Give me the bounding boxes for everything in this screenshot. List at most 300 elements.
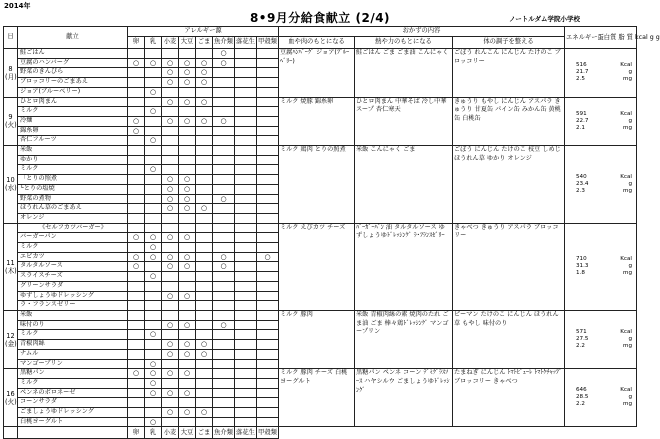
allergen-mark <box>213 281 235 291</box>
nutrition-value: 23.4 <box>576 180 589 187</box>
nutrition-line <box>566 329 635 336</box>
allergen-mark <box>145 320 162 330</box>
allergen-mark <box>145 223 162 233</box>
nutrition-value: 2.5 <box>576 76 585 83</box>
allergen-mark: ○ <box>213 262 235 272</box>
allergen-mark <box>145 398 162 408</box>
allergen-mark <box>162 155 179 165</box>
allergen-mark <box>128 417 145 427</box>
allergen-mark <box>196 252 213 262</box>
allergen-mark: ○ <box>179 349 196 359</box>
nutrition-line <box>566 111 635 118</box>
allergen-mark: ○ <box>145 272 162 282</box>
page-title: 8•9月分給食献立 (2/4) <box>249 11 391 25</box>
allergen-mark <box>235 359 257 369</box>
dish-name: ブロッコリーのごまあえ <box>18 78 128 88</box>
nutrition-line <box>566 174 635 181</box>
allergen-mark <box>128 184 145 194</box>
nutrition-line <box>566 336 635 343</box>
allergen-mark: ○ <box>179 184 196 194</box>
nutrition-line <box>566 263 635 270</box>
nutrition-line <box>566 181 635 188</box>
allergen-mark <box>196 175 213 185</box>
allergen-mark <box>235 262 257 272</box>
allergen-mark <box>145 204 162 214</box>
nutrition-unit: g <box>628 263 632 270</box>
allergen-mark: ○ <box>257 252 279 262</box>
allergen-mark <box>196 243 213 253</box>
allergen-mark <box>145 310 162 320</box>
allergen-mark <box>257 233 279 243</box>
allergen-mark: ○ <box>179 252 196 262</box>
allergen-mark <box>145 126 162 136</box>
allergen-mark <box>196 417 213 427</box>
day-header: 日 <box>4 27 18 49</box>
condition-cell: きゅうり もやし にんじん アスパラ きゅうり 甘夏缶 パイン缶 みかん缶 黄桃缶 白桃缶 <box>453 97 565 146</box>
dish-name: ゆずしょうゆドレッシング <box>18 291 128 301</box>
allergen-mark <box>128 87 145 97</box>
energy-cell: 黒糖パン ペンネ コーン ﾃﾞﾐｸﾞﾗｽｿｰｽ ハヤシルウ ごましょうゆﾄﾞﾚｯｼﾝｸﾞ <box>355 369 453 427</box>
energy-cell: ひとロ肉まん 中華そば 冷し中華スープ 杏仁寒天 <box>355 97 453 146</box>
allergen-mark <box>257 330 279 340</box>
allergen-mark: ○ <box>162 408 179 418</box>
nutrition-unit: mg <box>623 401 632 408</box>
allergen-mark <box>196 223 213 233</box>
allergen-mark: ○ <box>145 359 162 369</box>
allergen-mark <box>235 107 257 117</box>
nutrition-cell <box>565 223 637 310</box>
allergen-mark: ○ <box>162 252 179 262</box>
allergen-mark <box>235 281 257 291</box>
allergen-mark <box>162 359 179 369</box>
allergen-mark <box>162 378 179 388</box>
nutrition-unit: g <box>628 394 632 401</box>
allergen-mark: ○ <box>128 116 145 126</box>
allergen-mark <box>145 262 162 272</box>
allergen-mark <box>179 378 196 388</box>
allergen-mark: ○ <box>128 252 145 262</box>
blood-cell: ミルク 豚肉 チーズ 白桃ヨーグルト <box>279 369 355 427</box>
nutrition-value: 31.3 <box>576 263 589 270</box>
allergen-mark: ○ <box>162 97 179 107</box>
allergen-mark <box>128 340 145 350</box>
allergen-mark <box>257 213 279 223</box>
menu-row <box>4 310 637 320</box>
allergen-mark <box>257 58 279 68</box>
allergen-mark: ○ <box>145 233 162 243</box>
allergen-mark <box>179 330 196 340</box>
dish-name: ラ・フランスゼリー <box>18 301 128 311</box>
dish-name: 杏仁フルーツ <box>18 136 128 146</box>
dish-name: ミルク <box>18 165 128 175</box>
allergen-mark <box>145 281 162 291</box>
allergen-mark <box>257 408 279 418</box>
allergen-mark <box>128 359 145 369</box>
allergen-mark <box>145 301 162 311</box>
dish-name: スライスチーズ <box>18 272 128 282</box>
allergen-mark <box>196 146 213 156</box>
energy-cell: 米飯 こんにゃく ごま <box>355 146 453 224</box>
allergen-mark <box>213 243 235 253</box>
allergen-mark <box>179 272 196 282</box>
allergen-mark <box>162 243 179 253</box>
allergen-mark <box>235 272 257 282</box>
allergen-mark <box>257 398 279 408</box>
nutrition-unit: mg <box>623 76 632 83</box>
allergen-mark <box>128 78 145 88</box>
nutrition-value: 591 <box>576 110 587 117</box>
allergen-mark: ○ <box>196 97 213 107</box>
allergen-mark <box>162 87 179 97</box>
allergen-header: 魚介類 <box>213 37 235 49</box>
nutrition-value: 22.7 <box>576 117 589 124</box>
dish-name: 冷麺 <box>18 116 128 126</box>
allergen-mark: ○ <box>145 165 162 175</box>
allergen-mark: ○ <box>179 175 196 185</box>
allergen-mark: ○ <box>213 194 235 204</box>
allergen-mark <box>257 340 279 350</box>
allergen-mark <box>213 310 235 320</box>
allergen-mark: ○ <box>162 291 179 301</box>
allergen-mark <box>213 398 235 408</box>
dish-name: 黒糖パン <box>18 369 128 379</box>
nutrition-value: 27.5 <box>576 336 589 343</box>
nutrition-value: 540 <box>576 173 587 180</box>
dish-name: 野菜の煮物 <box>18 194 128 204</box>
dish-name: マンゴープリン <box>18 359 128 369</box>
dish-name: オレンジ <box>18 213 128 223</box>
allergen-mark: ○ <box>128 262 145 272</box>
allergen-mark <box>196 378 213 388</box>
allergen-mark <box>196 155 213 165</box>
nutrition-unit: Kcal <box>620 62 632 69</box>
nutrition-cell <box>565 310 637 368</box>
condition-header: 体の調子を整える <box>453 37 565 49</box>
allergen-mark <box>213 272 235 282</box>
allergen-mark <box>196 310 213 320</box>
allergen-mark: ○ <box>213 116 235 126</box>
allergen-footer: 大豆 <box>179 427 196 439</box>
allergen-mark: ○ <box>128 369 145 379</box>
nutrition-value: 2.1 <box>576 124 585 131</box>
allergen-mark: ○ <box>179 204 196 214</box>
menu-row <box>4 146 637 156</box>
allergen-mark <box>235 408 257 418</box>
allergen-footer: 落花生 <box>235 427 257 439</box>
allergen-mark <box>179 146 196 156</box>
allergen-mark <box>235 213 257 223</box>
allergen-mark <box>213 417 235 427</box>
allergen-mark: ○ <box>145 107 162 117</box>
allergen-mark <box>196 359 213 369</box>
allergen-mark <box>145 68 162 78</box>
nutrition-line <box>566 394 635 401</box>
blood-cell: 豆腐ﾊﾝﾊﾞｰｸﾞ ジョア(ﾌﾞﾙｰﾍﾞﾘｰ) <box>279 49 355 98</box>
allergen-mark <box>179 107 196 117</box>
allergen-mark <box>213 165 235 175</box>
allergen-mark <box>213 107 235 117</box>
allergen-mark <box>179 223 196 233</box>
allergen-mark <box>213 330 235 340</box>
allergen-mark <box>213 184 235 194</box>
allergen-mark <box>162 330 179 340</box>
allergen-mark <box>179 417 196 427</box>
allergen-mark: ○ <box>213 49 235 59</box>
nutrition-value: 516 <box>576 62 587 69</box>
allergen-mark <box>196 320 213 330</box>
allergen-mark: ○ <box>145 87 162 97</box>
allergen-mark: ○ <box>145 252 162 262</box>
allergen-mark <box>196 87 213 97</box>
allergen-mark <box>257 49 279 59</box>
day-cell: 8 (月) <box>4 49 18 98</box>
allergen-mark <box>213 378 235 388</box>
nutrition-header: エネルギー蛋白質 脂 質 kcal g g <box>565 27 637 49</box>
allergen-mark <box>257 272 279 282</box>
allergen-mark <box>145 194 162 204</box>
dish-name: ごましょうゆドレッシング <box>18 408 128 418</box>
allergen-mark <box>196 301 213 311</box>
allergen-footer: 魚介類 <box>213 427 235 439</box>
allergen-mark <box>196 272 213 282</box>
allergen-mark <box>196 330 213 340</box>
nutrition-line <box>566 125 635 132</box>
allergen-mark <box>128 320 145 330</box>
allergen-mark <box>162 146 179 156</box>
allergen-mark <box>235 301 257 311</box>
allergen-mark <box>179 398 196 408</box>
allergen-mark <box>257 116 279 126</box>
dish-name: ペンネのボロネーゼ <box>18 388 128 398</box>
allergen-mark <box>235 330 257 340</box>
allergen-mark <box>213 233 235 243</box>
allergen-mark <box>235 417 257 427</box>
nutrition-unit: g <box>628 117 632 124</box>
dish-name: コーンサラダ <box>18 398 128 408</box>
allergen-header: 大豆 <box>179 37 196 49</box>
allergen-header: 卵 <box>128 37 145 49</box>
allergen-mark <box>128 349 145 359</box>
allergen-mark <box>235 320 257 330</box>
nutrition-unit: Kcal <box>620 387 632 394</box>
allergen-mark <box>128 301 145 311</box>
allergen-mark <box>213 340 235 350</box>
nutrition-cell <box>565 146 637 224</box>
allergen-mark <box>128 155 145 165</box>
nutrition-cell <box>565 369 637 427</box>
allergen-mark: ○ <box>179 78 196 88</box>
allergen-mark <box>162 301 179 311</box>
allergen-mark <box>257 388 279 398</box>
allergen-mark: ○ <box>179 320 196 330</box>
nutrition-line <box>566 69 635 76</box>
allergen-mark <box>196 165 213 175</box>
allergen-mark <box>257 262 279 272</box>
allergen-mark <box>213 223 235 233</box>
nutrition-unit: g <box>628 180 632 187</box>
allergen-mark <box>196 107 213 117</box>
allergen-mark <box>179 281 196 291</box>
allergen-header: ごま <box>196 37 213 49</box>
allergen-header: 甲殻類 <box>257 37 279 49</box>
allergen-mark <box>162 165 179 175</box>
footer-blank <box>4 427 18 439</box>
blood-cell: ミルク 焼豚 錦糸卵 <box>279 97 355 146</box>
allergen-mark <box>128 136 145 146</box>
allergen-mark <box>235 340 257 350</box>
allergen-mark: ○ <box>179 340 196 350</box>
allergen-mark: ○ <box>162 340 179 350</box>
allergen-mark: ○ <box>162 204 179 214</box>
allergen-mark: ○ <box>213 58 235 68</box>
allergen-mark <box>213 78 235 88</box>
dish-name: 白桃ヨーグルト <box>18 417 128 427</box>
allergen-mark <box>257 369 279 379</box>
allergen-mark <box>162 126 179 136</box>
allergen-mark <box>213 136 235 146</box>
nutrition-unit: mg <box>623 124 632 131</box>
energy-cell: 鮭ごはん ごま ごま油 こんにゃく <box>355 49 453 98</box>
dish-name: グリーンサラダ <box>18 281 128 291</box>
allergen-mark <box>162 49 179 59</box>
allergen-mark: ○ <box>162 388 179 398</box>
allergen-mark <box>235 184 257 194</box>
allergen-mark: ○ <box>162 58 179 68</box>
allergen-mark <box>235 252 257 262</box>
allergen-mark <box>196 49 213 59</box>
nutrition-unit: Kcal <box>620 110 632 117</box>
allergen-mark <box>162 136 179 146</box>
dish-name: 野菜のきんぴら <box>18 68 128 78</box>
allergen-mark <box>128 408 145 418</box>
allergen-mark: ○ <box>128 233 145 243</box>
allergen-mark: ○ <box>179 233 196 243</box>
allergen-header: 落花生 <box>235 37 257 49</box>
nutrition-line <box>566 343 635 350</box>
nutrition-value: 571 <box>576 329 587 336</box>
allergen-mark <box>213 369 235 379</box>
nutrition-line <box>566 188 635 195</box>
dish-name: ミルク <box>18 243 128 253</box>
day-cell: 12 (金) <box>4 310 18 368</box>
allergen-mark <box>145 408 162 418</box>
allergen-mark: ○ <box>145 58 162 68</box>
dish-name: バーガーパン <box>18 233 128 243</box>
allergen-mark <box>179 87 196 97</box>
allergen-mark <box>257 310 279 320</box>
allergen-mark <box>213 349 235 359</box>
allergen-mark <box>235 68 257 78</box>
allergen-mark <box>128 175 145 185</box>
allergen-mark <box>179 213 196 223</box>
allergen-mark: ○ <box>145 388 162 398</box>
allergen-mark <box>213 87 235 97</box>
allergen-mark <box>196 291 213 301</box>
nutrition-value: 2.2 <box>576 401 585 408</box>
allergen-mark: ○ <box>162 194 179 204</box>
allergen-mark <box>213 301 235 311</box>
allergen-mark: ○ <box>196 58 213 68</box>
allergen-mark <box>235 49 257 59</box>
nutrition-unit: Kcal <box>620 329 632 336</box>
allergen-mark <box>179 243 196 253</box>
allergen-mark: ○ <box>162 68 179 78</box>
dish-name: ゆかり <box>18 155 128 165</box>
nutrition-value: 2.3 <box>576 187 585 194</box>
allergen-mark: ○ <box>179 97 196 107</box>
allergen-mark: ○ <box>162 78 179 88</box>
allergen-mark: ○ <box>179 116 196 126</box>
energy-cell: 米飯 青椒肉絲の素 焼肉のたれ ごま油 ごま 棒々鶏ﾄﾞﾚｯｼﾝｸﾞ マンゴープリン <box>355 310 453 368</box>
side-group-header: おかずの内容 <box>279 27 565 37</box>
allergen-mark: ○ <box>179 291 196 301</box>
allergen-mark <box>179 165 196 175</box>
dish-name: 《セルフカツバーガー》 <box>18 223 128 233</box>
blood-cell: ミルク えびカツ チーズ <box>279 223 355 310</box>
menu-row <box>4 49 637 59</box>
allergen-mark: ○ <box>145 417 162 427</box>
allergen-mark <box>235 87 257 97</box>
allergen-mark: ○ <box>179 58 196 68</box>
allergen-mark <box>257 204 279 214</box>
allergen-mark <box>145 146 162 156</box>
energy-cell: ﾊﾞｰｶﾞｰﾊﾟﾝ 油 タルタルソース ゆずしょうゆﾄﾞﾚｯｼﾝｸﾞ ﾗ･ﾌﾗﾝｽｾﾞﾘｰ <box>355 223 453 310</box>
allergen-mark <box>145 78 162 88</box>
allergen-mark: ○ <box>179 408 196 418</box>
condition-cell: たまねぎ にんじん ﾄﾏﾄﾋﾟｭｰﾚ ﾄﾏﾄｹﾁｬｯﾌﾟ ブロッコリー きゃべつ <box>453 369 565 427</box>
allergen-mark <box>257 320 279 330</box>
allergen-mark <box>128 49 145 59</box>
allergen-mark <box>213 408 235 418</box>
allergen-mark <box>235 165 257 175</box>
allergen-mark <box>196 398 213 408</box>
allergen-mark <box>235 310 257 320</box>
allergen-mark <box>257 359 279 369</box>
allergen-mark <box>128 223 145 233</box>
allergen-mark <box>145 349 162 359</box>
allergen-mark <box>196 262 213 272</box>
allergen-mark <box>128 243 145 253</box>
nutrition-line <box>566 387 635 394</box>
allergen-mark <box>128 97 145 107</box>
dish-name: ほうれん草のごまあえ <box>18 204 128 214</box>
menu-row <box>4 223 637 233</box>
allergen-mark <box>257 291 279 301</box>
allergen-mark <box>162 398 179 408</box>
allergen-mark <box>257 87 279 97</box>
dish-name: 「とりの照煮 <box>18 175 128 185</box>
allergen-mark <box>235 369 257 379</box>
allergen-mark <box>145 184 162 194</box>
day-cell: 9 (火) <box>4 97 18 146</box>
allergen-mark: ○ <box>162 369 179 379</box>
dish-name: 豆腐のハンバーグ <box>18 58 128 68</box>
allergen-mark <box>179 49 196 59</box>
allergen-mark <box>235 155 257 165</box>
allergen-mark <box>128 310 145 320</box>
allergen-mark <box>196 136 213 146</box>
allergen-mark <box>213 126 235 136</box>
nutrition-cell <box>565 97 637 146</box>
allergen-mark <box>128 165 145 175</box>
allergen-mark <box>179 126 196 136</box>
allergen-mark <box>257 146 279 156</box>
allergy-group-header: アレルギー源 <box>128 27 279 37</box>
allergen-mark <box>128 107 145 117</box>
nutrition-line <box>566 76 635 83</box>
allergen-mark <box>213 68 235 78</box>
allergen-mark <box>257 155 279 165</box>
